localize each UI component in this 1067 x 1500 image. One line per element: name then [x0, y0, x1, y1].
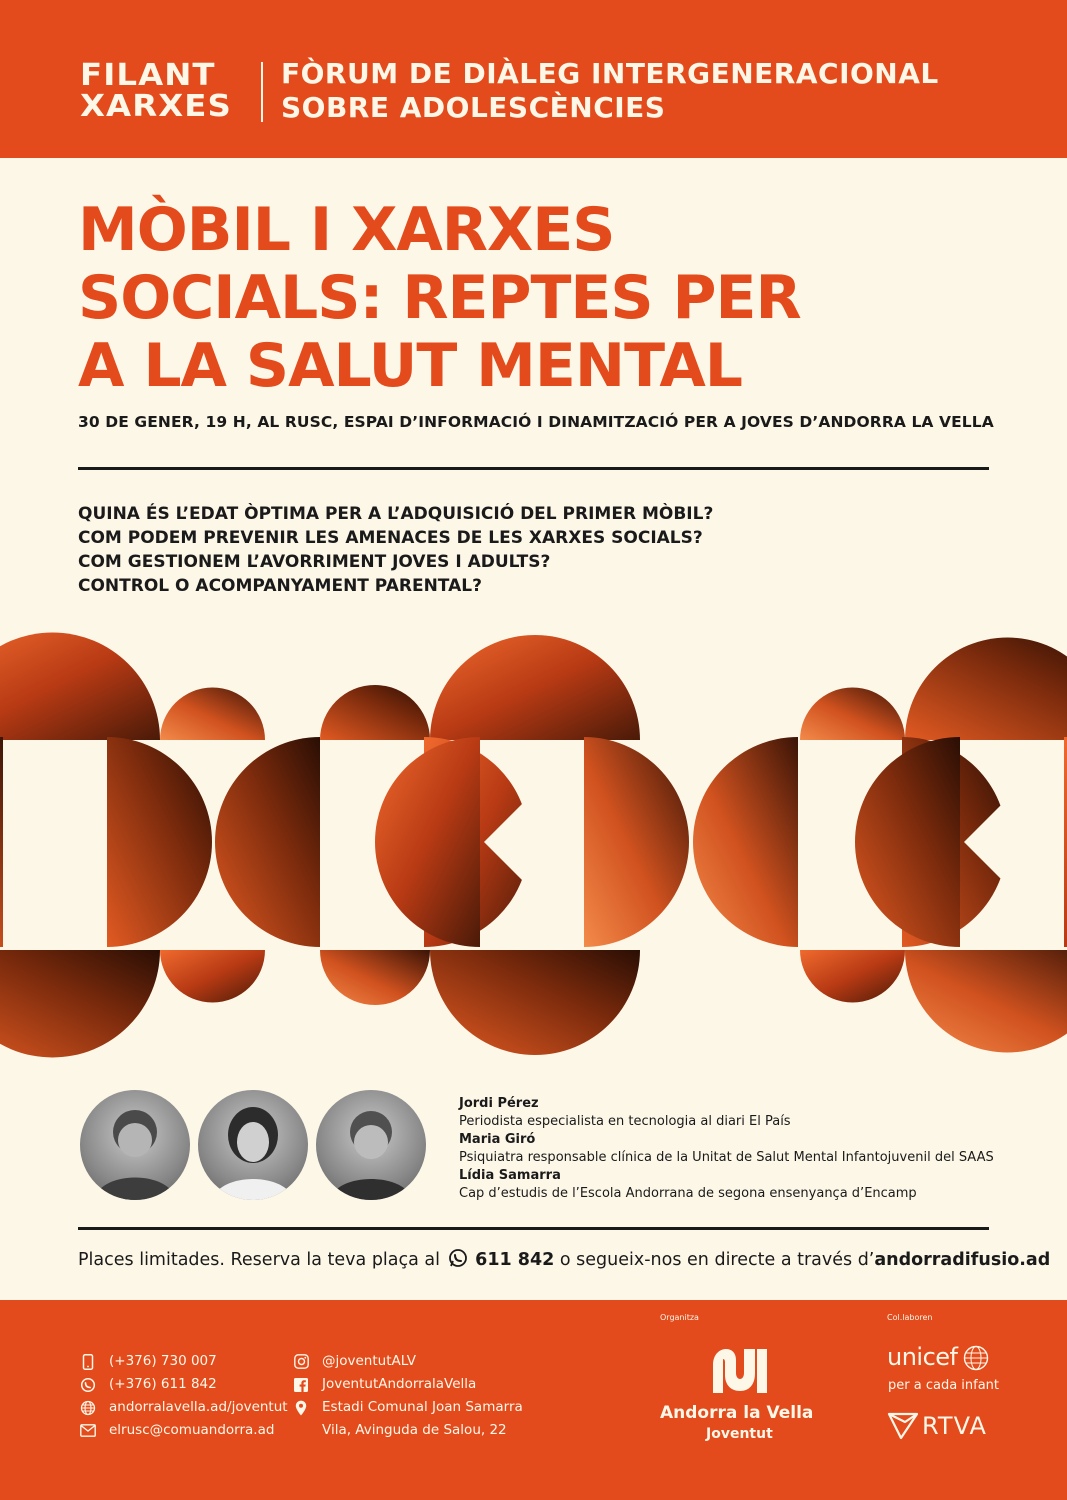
brand-line-1: FILANT [80, 58, 216, 93]
pattern-segment [0, 633, 160, 741]
questions-list [78, 502, 713, 598]
pattern-segment [693, 737, 798, 947]
speaker-name: Jordi Pérez [459, 1096, 539, 1111]
divider [78, 467, 989, 470]
decorative-photo-pattern [0, 632, 1067, 1060]
contact-text: elrusc@comuandorra.ad [109, 1422, 275, 1438]
contact-item[interactable] [293, 1373, 523, 1396]
contact-text: JoventutAndorralaVella [322, 1376, 477, 1392]
pattern-segment [160, 950, 265, 1003]
pattern-segment [320, 950, 430, 1005]
pattern-segment [0, 950, 160, 1058]
avatar-speaker-3 [316, 1090, 426, 1200]
organitza-label: Organitza [660, 1313, 699, 1322]
mobile-icon [80, 1354, 96, 1370]
page-title [78, 196, 801, 400]
speaker-role: Periodista especialista en tecnologia al diari El País [459, 1114, 791, 1129]
question-item: COM PODEM PREVENIR LES AMENACES DE LES XARXES SOCIALS? [78, 528, 703, 548]
contact-text: Estadi Comunal Joan Samarra [322, 1399, 523, 1415]
avatar-speaker-2 [198, 1090, 308, 1200]
contact-item[interactable] [80, 1373, 288, 1396]
pattern-segment [905, 638, 1067, 741]
rtva-logo: RTVA [922, 1412, 987, 1440]
pattern-segment [430, 635, 640, 740]
pattern-diamond [7, 794, 103, 890]
pattern-segment [430, 950, 640, 1055]
pattern-segment [320, 685, 430, 740]
pattern-segment [905, 950, 1067, 1053]
forum-title [281, 57, 939, 125]
event-info: 30 DE GENER, 19 H, AL RUSC, ESPAI D’INFORMACIÓ I DINAMITZACIÓ PER A JOVES D’ANDORRA LA VELLA [78, 413, 994, 431]
unicef-logo: unicef [887, 1343, 958, 1371]
reserve-prefix: Places limitades. Reserva la teva plaça al [78, 1250, 441, 1270]
contact-text: andorralavella.ad/joventut [109, 1399, 288, 1415]
globe-icon [80, 1400, 96, 1416]
contact-item[interactable] [293, 1350, 523, 1373]
brand-logo [80, 60, 232, 122]
location-icon [293, 1400, 309, 1416]
contact-item[interactable] [80, 1396, 288, 1419]
contact-item [293, 1419, 523, 1442]
question-item: QUINA ÉS L’EDAT ÒPTIMA PER A L’ADQUISICIÓ DEL PRIMER MÒBIL? [78, 504, 714, 524]
title-line-1: MÒBIL I XARXES [78, 195, 615, 265]
facebook-icon [293, 1377, 309, 1393]
contact-text: Vila, Avinguda de Salou, 22 [322, 1422, 507, 1438]
person-photo-icon [316, 1090, 426, 1200]
question-item: COM GESTIONEM L’AVORRIMENT JOVES I ADULTS? [78, 552, 551, 572]
pattern-segment [0, 737, 3, 947]
person-photo-icon [198, 1090, 308, 1200]
pattern-segment [215, 737, 320, 947]
contact-text: (+376) 730 007 [109, 1353, 217, 1369]
rtva-emblem-icon [887, 1412, 919, 1440]
pattern-segment [375, 737, 480, 947]
reservation-line [78, 1248, 1050, 1270]
pattern-segment [800, 950, 905, 1003]
pattern-segment [855, 737, 960, 947]
contact-item[interactable] [293, 1396, 523, 1419]
speaker-role: Cap d’estudis de l’Escola Andorrana de segona ensenyança d’Encamp [459, 1186, 917, 1201]
forum-line-2: SOBRE ADOLESCÈNCIES [281, 91, 666, 124]
header-divider [261, 62, 263, 122]
speakers-list [459, 1095, 994, 1203]
title-line-3: A LA SALUT MENTAL [78, 331, 743, 401]
pattern-segment [160, 688, 265, 741]
contact-list-left [80, 1350, 288, 1442]
speaker-role: Psiquiatra responsable clínica de la Unitat de Salut Mental Infantojuvenil del SAAS [459, 1150, 994, 1165]
pattern-segment [584, 737, 689, 947]
whatsapp-icon [448, 1248, 468, 1268]
pattern-segment [800, 688, 905, 741]
reserve-site-link[interactable]: andorradifusio.ad [874, 1250, 1051, 1270]
mail-icon [80, 1423, 96, 1439]
contact-item[interactable] [80, 1419, 288, 1442]
andorra-la-vella-logo-icon [709, 1345, 771, 1395]
reserve-phone[interactable]: 611 842 [475, 1250, 555, 1270]
contact-text: (+376) 611 842 [109, 1376, 217, 1392]
contact-text: @joventutALV [322, 1353, 417, 1369]
collaboren-label: Col.laboren [887, 1313, 933, 1322]
organizer-name: Andorra la Vella [660, 1403, 814, 1423]
divider [78, 1227, 989, 1230]
contact-list-right [293, 1350, 523, 1442]
forum-line-1: FÒRUM DE DIÀLEG INTERGENERACIONAL [281, 57, 939, 90]
person-photo-icon [80, 1090, 190, 1200]
speaker-name: Maria Giró [459, 1132, 536, 1147]
footer-band [0, 1300, 1067, 1500]
whatsapp-icon [80, 1377, 96, 1393]
organizer-subtitle: Joventut [706, 1426, 773, 1442]
brand-line-2: XARXES [80, 89, 232, 124]
pattern-segment [107, 737, 212, 947]
title-line-2: SOCIALS: REPTES PER [78, 263, 801, 333]
unicef-emblem-icon [963, 1345, 989, 1371]
speaker-name: Lídia Samarra [459, 1168, 561, 1183]
instagram-icon [293, 1354, 309, 1370]
contact-item[interactable] [80, 1350, 288, 1373]
question-item: CONTROL O ACOMPANYAMENT PARENTAL? [78, 576, 482, 596]
unicef-tagline: per a cada infant [888, 1378, 1000, 1393]
reserve-middle: o segueix-nos en directe a través d’ [559, 1250, 875, 1270]
avatar-speaker-1 [80, 1090, 190, 1200]
